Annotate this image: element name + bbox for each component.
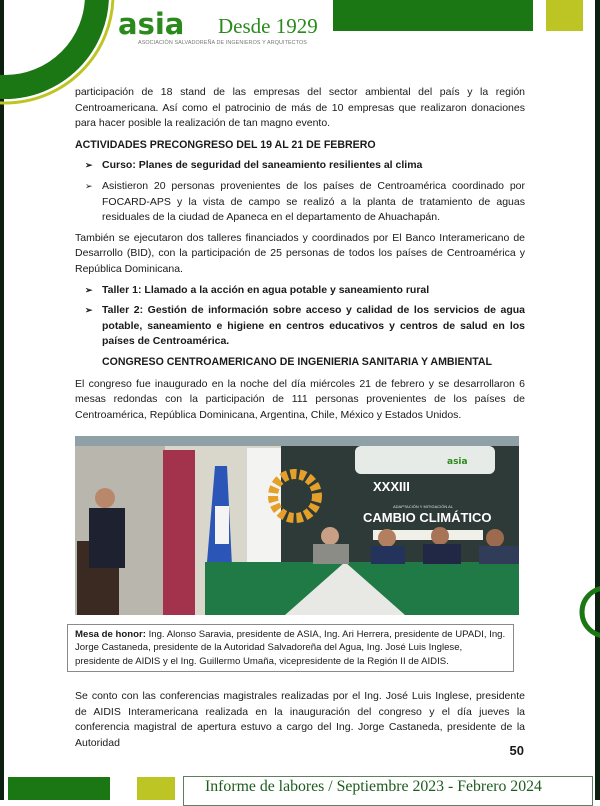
- panelist-1-head: [321, 527, 339, 545]
- list-item-text: Taller 2: Gestión de información sobre acceso y calidad de los servicios de agua potable, saneamiento e higiene en centros educativos y centros de salud en los países de Centroamérica.: [102, 304, 525, 348]
- list-item-text: Curso: Planes de seguridad del saneamiento resilientes al clima: [102, 159, 423, 172]
- photo-caption: [67, 624, 514, 672]
- list-item-text: Taller 1: Llamado a la acción en agua potable y saneamiento rural: [102, 283, 430, 296]
- top-left-green-ring: [0, 0, 97, 87]
- asia-logo: [118, 9, 338, 49]
- speaker-body: [89, 508, 125, 568]
- photo-ceiling: [75, 436, 519, 446]
- precongress-list: [75, 158, 525, 225]
- logo-subtitle: ASOCIACIÓN SALVADOREÑA DE INGENIEROS Y ARQUITECTOS: [138, 40, 307, 46]
- panelist-3-head: [431, 527, 449, 545]
- header-green-block: [333, 0, 533, 31]
- list-item: [75, 303, 525, 350]
- logo-wordmark: asia: [118, 7, 185, 41]
- header-lime-block: [546, 0, 583, 31]
- event-photo: [75, 436, 519, 615]
- panelist-3-body: [423, 544, 461, 564]
- panelist-1-body: [313, 544, 349, 564]
- panelist-4-head: [486, 529, 504, 547]
- logo-since: Desde 1929: [218, 14, 318, 38]
- list-item: [75, 158, 525, 174]
- speaker-head: [95, 488, 115, 508]
- banner-logo-asia: asia: [447, 457, 468, 467]
- panelist-2-head: [378, 529, 396, 547]
- congress-heading: CONGRESO CENTROAMERICANO DE INGENIERIA SANITARIA Y AMBIENTAL: [102, 355, 493, 368]
- intro-paragraph: participación de 18 stand de las empresas del sector ambiental del país y la región Centroamericana. Así como el patrocinio de más de 10 empresas que realizaron donaciones para hacer posible la realización de tan magno evento.: [75, 86, 525, 130]
- photo-red-pillar: [163, 450, 195, 615]
- arrow-bullet-icon: ➢: [85, 160, 93, 171]
- banner-subtitle: ADAPTACIÓN Y MITIGACIÓN AL: [393, 504, 454, 509]
- congress-paragraph: El congreso fue inaugurado en la noche del día miércoles 21 de febrero y se desarrollaron 6 mesas redondas con la participación de 111 personas provenientes de los países de Centroamérica, República Dominicana, Argentina, Chile, México y Estados Unidos.: [75, 377, 525, 421]
- arrow-bullet-icon: ➢: [85, 305, 93, 316]
- flag-white-band: [215, 506, 229, 544]
- footer-lime-block: [137, 777, 175, 800]
- list-item: [75, 283, 525, 299]
- panelist-4-body: [479, 546, 519, 564]
- footer-report-title: Informe de labores / Septiembre 2023 - Febrero 2024: [205, 778, 542, 795]
- footer-green-block: [8, 777, 110, 800]
- page-number: 50: [509, 743, 524, 758]
- closing-content: [75, 689, 525, 751]
- panelist-2-body: [371, 546, 405, 564]
- main-content: [75, 85, 525, 423]
- workshop-list: [75, 283, 525, 350]
- photo-banner-logo-strip: [355, 446, 495, 474]
- banner-title: CAMBIO CLIMÁTICO: [363, 510, 492, 525]
- arrow-bullet-icon: ➢: [85, 284, 93, 295]
- banner-number: XXXIII: [373, 479, 410, 494]
- list-item-text: Asistieron 20 personas provenientes de los países de Centroamérica coordinado por FOCARD-APS y la vista de campo se realizó a la planta de tratamiento de aguas residuales de la ciudad de Apaneca en el departamento de Ahuachapán.: [102, 179, 525, 224]
- caption-text: Ing. Alonso Saravia, presidente de ASIA, Ing. Ari Herrera, presidente de UPADI, Ing. Jorge Castaneda, presidente de la Autoridad Salvadoreña del Agua, Ing. José Luis Inglese, presidente de AIDIS y el Ing. Guillermo Umaña, vicepresidente de la Región II de AIDIS.: [75, 629, 506, 667]
- workshops-paragraph: También se ejecutaron dos talleres financiados y coordinados por El Banco Interamericano de Desarrollo (BID), con la participación de 25 personas de todos los países de Centroamérica y República Dominicana.: [75, 231, 525, 275]
- photo-illustration: [75, 436, 519, 615]
- precongress-heading: ACTIVIDADES PRECONGRESO DEL 19 AL 21 DE FEBRERO: [75, 138, 376, 151]
- arrow-bullet-icon: ➢: [85, 180, 93, 191]
- list-item: [75, 179, 525, 226]
- caption-label: Mesa de honor:: [75, 629, 146, 640]
- closing-paragraph: Se conto con las conferencias magistrales realizadas por el Ing. José Luis Inglese, presidente de AIDIS Interamericana realizada en la inauguración del congreso y el día jueves la conferencia magistral de apertura estuvo a cargo del Ing. Jorge Castaneda, presidente de la Autoridad: [75, 690, 525, 749]
- right-green-ring: [582, 588, 600, 636]
